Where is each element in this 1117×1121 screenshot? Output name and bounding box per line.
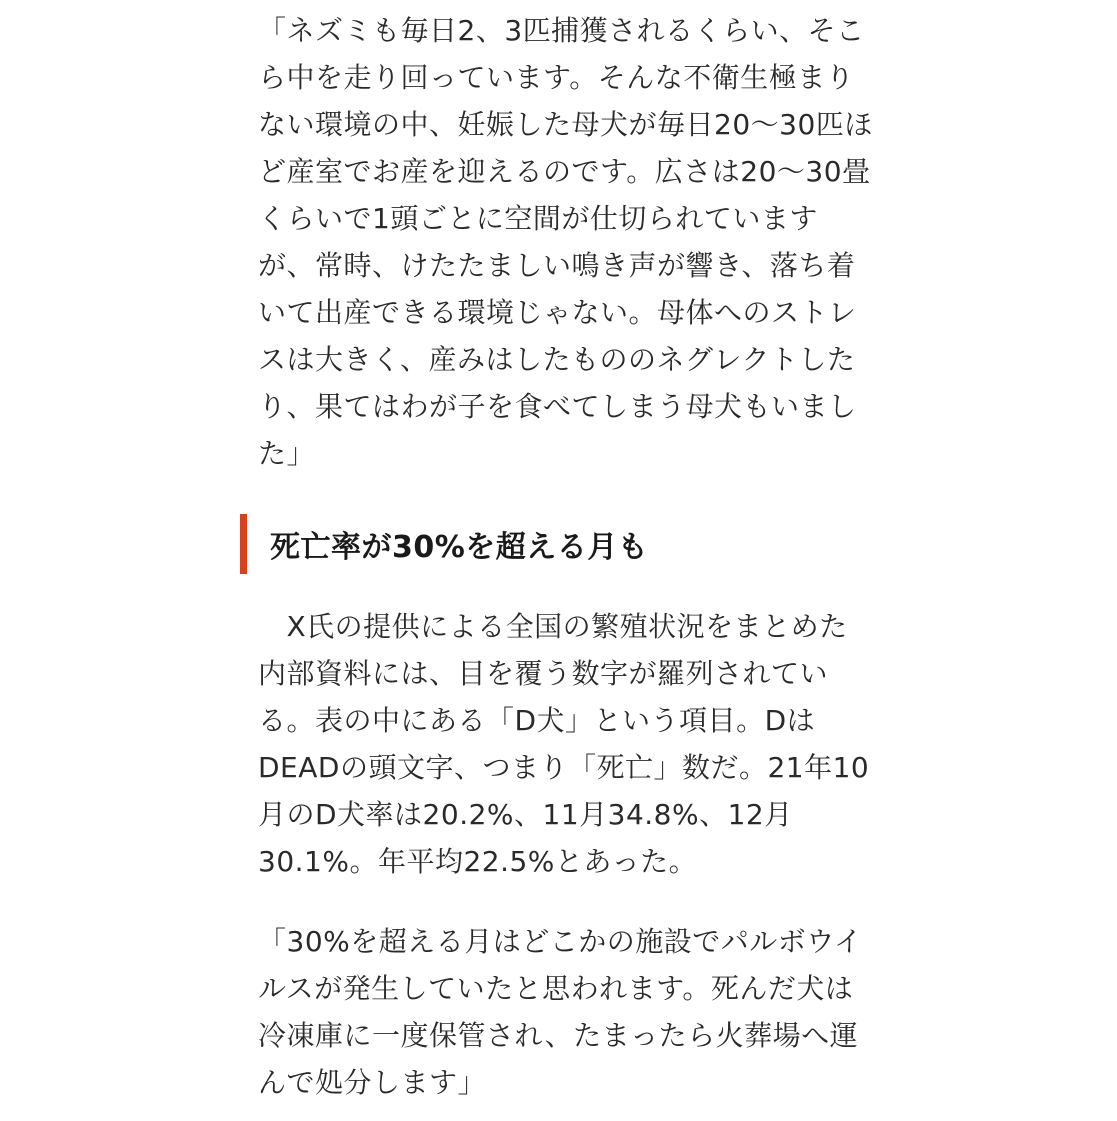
section-heading bbox=[240, 514, 648, 574]
quote-paragraph-breeding-conditions: 「ネズミも毎日2、3匹捕獲されるくらい、そこ ら中を走り回っています。そんな不衛生極まり ない環境の中、妊娠した母犬が毎日20〜30匹ほ ど産室でお産を迎えるのです。広さは20〜30畳 くらいで1頭ごとに空間が仕切られています が、常時、けたたましい鳴き声が響き、落ち着 いて出産できる環境じゃない。母体へのストレ スは大きく、産みはしたもののネグレクトした り、果てはわが子を食べてしまう母犬もいまし た」 bbox=[258, 14, 873, 470]
section-heading-text: 死亡率が30%を超える月も bbox=[270, 530, 649, 565]
quote-paragraph-parvovirus: 「30%を超える月はどこかの施設でパルボウイ ルスが発生していたと思われます。死んだ犬は 冷凍庫に一度保管され、たまったら火葬場へ運 んで処分します」 bbox=[258, 925, 863, 1099]
heading-accent-bar bbox=[240, 514, 247, 574]
body-paragraph-death-rate: X氏の提供による全国の繁殖状況をまとめた 内部資料には、目を覆う数字が羅列されてい る。表の中にある「D犬」という項目。Dは DEADの頭文字、つまり「死亡」数だ。21年10 月のD犬率は20.2%、11月34.8%、12月 30.1%。年平均22.5%とあった。 bbox=[258, 610, 870, 878]
